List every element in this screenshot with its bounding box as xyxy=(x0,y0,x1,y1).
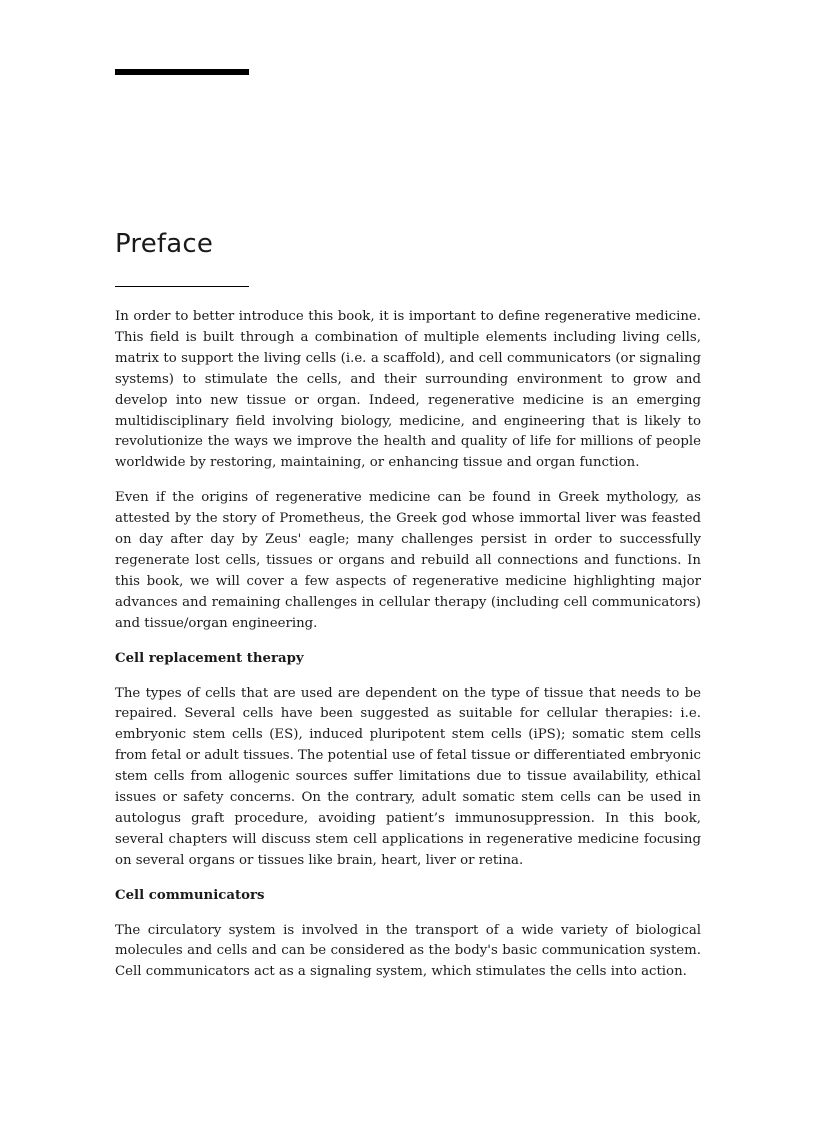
page-title: Preface xyxy=(115,229,214,259)
body-text xyxy=(115,307,701,997)
paragraph-origins: Even if the origins of regenerative medicine can be found in Greek mythology, as attested by the story of Prometheus, the Greek god whose immortal liver was feasted on day after day by Zeus' eagle; many challenges persist in order to successfully regenerate lost cells, tissues or organs and rebuild all connections and functions. In this book, we will cover a few aspects of regenerative medicine highlighting major advances and remaining challenges in cellular therapy (including cell communicators) and tissue/organ engineering. xyxy=(115,490,701,631)
section-heading-cell-replacement: Cell replacement therapy xyxy=(115,650,304,666)
title-underline xyxy=(115,286,249,287)
header-bar xyxy=(115,69,249,75)
paragraph-intro: In order to better introduce this book, it is important to define regenerative medicine. This field is built through a combination of multiple elements including living cells, matrix to support the living cells (i.e. a scaffold), and cell communicators (or signaling systems) to stimulate the cells, and their surrounding environment to grow and develop into new tissue or organ. Indeed, regenerative medicine is an emerging multidisciplinary field involving biology, medicine, and engineering that is likely to revolutionize the ways we improve the health and quality of life for millions of people worldwide by restoring, maintaining, or enhancing tissue and organ function. xyxy=(115,309,701,471)
paragraph-cell-communicators: The circulatory system is involved in the transport of a wide variety of biological molecules and cells and can be considered as the body's basic communication system. Cell communicators act as a signaling system, which stimulates the cells into action. xyxy=(115,922,701,980)
paragraph-cell-replacement: The types of cells that are used are dependent on the type of tissue that needs to be repaired. Several cells have been suggested as suitable for cellular therapies: i.e. embryonic stem cells (ES), induced pluripotent stem cells (iPS); somatic stem cells from fetal or adult tissues. The potential use of fetal tissue or differentiated embryonic stem cells from allogenic sources suffer limitations due to tissue availability, ethical issues or safety concerns. On the contrary, adult somatic stem cells can be used in autologus graft procedure, avoiding patient’s immunosuppression. In this book, several chapters will discuss stem cell applications in regenerative medicine focusing on several organs or tissues like brain, heart, liver or retina. xyxy=(115,685,701,868)
section-heading-cell-communicators: Cell communicators xyxy=(115,887,265,903)
